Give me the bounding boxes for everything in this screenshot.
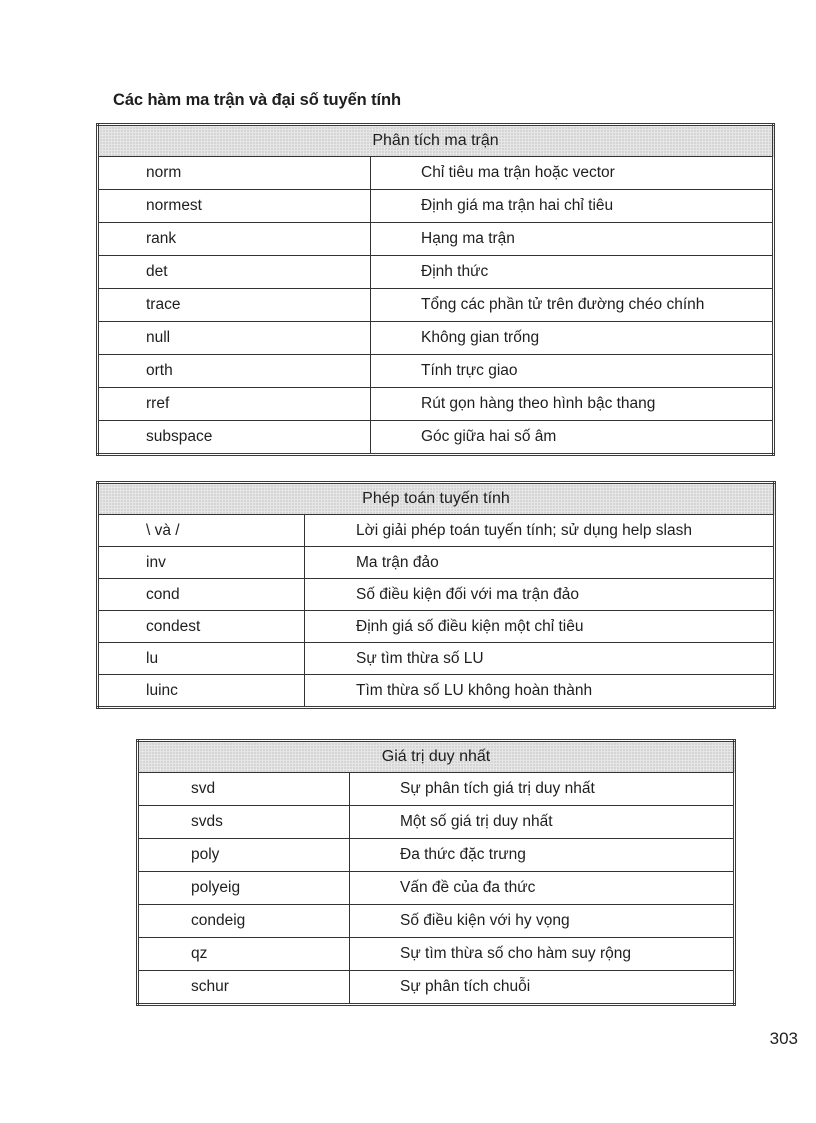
function-name: trace [98,289,371,322]
table-row [98,256,774,289]
function-description: Sự tìm thừa số cho hàm suy rộng [350,938,735,971]
table-row [98,421,774,455]
function-description: Hạng ma trận [371,223,774,256]
function-name: svd [138,773,350,806]
table-row [98,643,775,675]
function-name: \ và / [98,515,305,547]
function-name: cond [98,579,305,611]
table-row [98,157,774,190]
function-description: Đa thức đặc trưng [350,839,735,872]
function-description: Định giá ma trận hai chỉ tiêu [371,190,774,223]
table-row [98,355,774,388]
function-description: Lời giải phép toán tuyến tính; sử dụng help slash [305,515,775,547]
table-row [98,388,774,421]
function-name: orth [98,355,371,388]
function-description: Sự tìm thừa số LU [305,643,775,675]
table-row [138,773,735,806]
function-name: det [98,256,371,289]
table-row [138,905,735,938]
function-description: Vấn đề của đa thức [350,872,735,905]
table-row [138,839,735,872]
function-description: Chỉ tiêu ma trận hoặc vector [371,157,774,190]
table-row [98,675,775,708]
function-description: Không gian trống [371,322,774,355]
function-name: qz [138,938,350,971]
function-name: rank [98,223,371,256]
table-row [98,611,775,643]
table-row [138,971,735,1005]
function-description: Một số giá trị duy nhất [350,806,735,839]
singular-values-table [136,739,736,1006]
table-row [98,547,775,579]
function-name: poly [138,839,350,872]
table-row [138,938,735,971]
function-name: inv [98,547,305,579]
table-row [98,515,775,547]
function-description: Sự phân tích giá trị duy nhất [350,773,735,806]
function-name: svds [138,806,350,839]
function-description: Sự phân tích chuỗi [350,971,735,1005]
function-description: Tính trực giao [371,355,774,388]
function-name: condeig [138,905,350,938]
function-description: Số điều kiện với hy vọng [350,905,735,938]
function-name: subspace [98,421,371,455]
function-name: norm [98,157,371,190]
function-name: null [98,322,371,355]
table-row [98,190,774,223]
table-row [138,872,735,905]
table-row [98,289,774,322]
function-name: polyeig [138,872,350,905]
function-name: lu [98,643,305,675]
function-description: Định giá số điều kiện một chỉ tiêu [305,611,775,643]
page-title: Các hàm ma trận và đại số tuyến tính [113,91,401,109]
function-description: Tìm thừa số LU không hoàn thành [305,675,775,708]
function-description: Số điều kiện đối với ma trận đảo [305,579,775,611]
table-row [138,806,735,839]
table-row [98,322,774,355]
function-description: Tổng các phần tử trên đường chéo chính [371,289,774,322]
linear-operations-table [96,481,776,709]
function-name: schur [138,971,350,1005]
table-row [98,579,775,611]
function-description: Góc giữa hai số âm [371,421,774,455]
function-description: Ma trận đảo [305,547,775,579]
function-description: Rút gọn hàng theo hình bậc thang [371,388,774,421]
function-description: Định thức [371,256,774,289]
page-number: 303 [769,1029,798,1048]
table-header: Giá trị duy nhất [138,741,735,773]
table-header: Phép toán tuyến tính [98,483,775,515]
table-row [98,223,774,256]
matrix-analysis-table [96,123,775,456]
function-name: condest [98,611,305,643]
table-header: Phân tích ma trận [98,125,774,157]
function-name: rref [98,388,371,421]
function-name: luinc [98,675,305,708]
function-name: normest [98,190,371,223]
